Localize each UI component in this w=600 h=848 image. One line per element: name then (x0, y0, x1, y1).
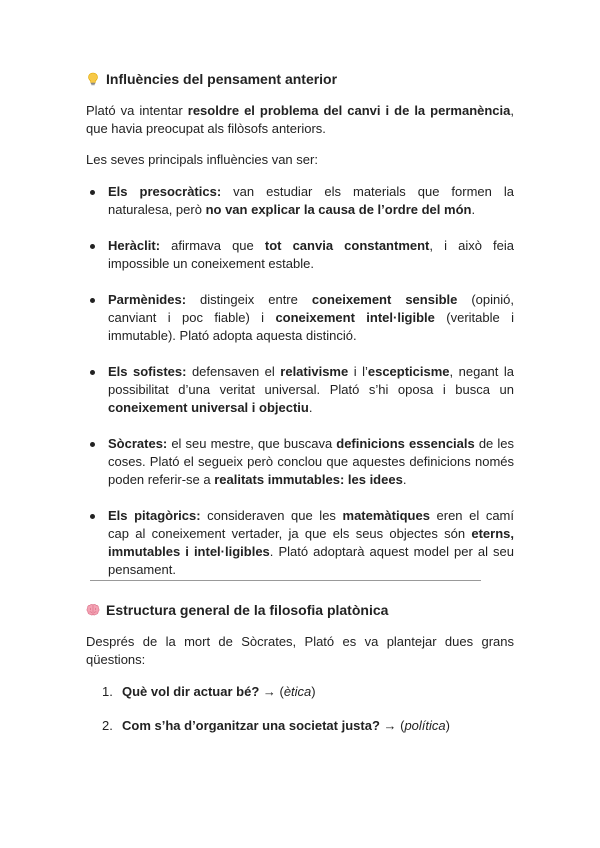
arrow-text: → ( (259, 684, 284, 699)
area-text: política (404, 718, 446, 733)
text-run: distingeix entre (186, 292, 312, 307)
text-run: afirmava que (160, 238, 265, 253)
item-text (108, 238, 514, 271)
list-item (86, 507, 514, 579)
bold-text: Parmènides: (108, 292, 187, 307)
text-run: (opinió, canviant i poc fiable) i (108, 292, 514, 325)
bullet-icon (90, 514, 95, 519)
bold-text: eterns, immutables i intel·ligibles (108, 526, 514, 559)
text-run: van estudiar els materials que formen la naturalesa, però (108, 184, 514, 217)
section-title: Estructura general de la filosofia platònica (106, 602, 389, 618)
section-title: Influències del pensament anterior (106, 71, 338, 87)
bold-text: tot canvia constantment (264, 238, 430, 253)
bold-text: coneixement sensible (311, 292, 458, 307)
text-run: (veritable i immutable). Plató adopta aquesta distinció. (108, 310, 515, 343)
bold-text: definicions essencials (336, 436, 475, 451)
bold-text: realitats immutables: les idees (214, 472, 403, 487)
divider (90, 580, 481, 581)
bullet-icon (90, 298, 95, 303)
bold-text: Els pitagòrics: (108, 508, 201, 523)
section-heading (86, 601, 514, 619)
text-run: consideraven que les (200, 508, 343, 523)
section-structure (86, 601, 514, 751)
area-text: ètica (283, 684, 312, 699)
list-item (86, 291, 514, 345)
text-run: . Plató adoptarà aquest model per al seu pensament. (108, 544, 514, 577)
bullet-icon (90, 442, 95, 447)
intro-paragraph (86, 102, 514, 138)
item-text (108, 364, 514, 415)
question-text: Com s’ha d’organitzar una societat justa? (122, 718, 380, 733)
item-text (108, 508, 514, 577)
bold-text: Els sofistes: (108, 364, 187, 379)
text-run: Plató va intentar (86, 103, 188, 118)
list-item (86, 237, 514, 273)
bold-text: coneixement intel·ligible (275, 310, 435, 325)
close-paren: ) (445, 718, 450, 733)
bold-text: Els presocràtics: (108, 184, 222, 199)
arrow-text: → ( (379, 718, 405, 733)
item-text (108, 184, 514, 217)
section-influences (86, 70, 514, 597)
bold-text: relativisme (280, 364, 349, 379)
list-item (86, 363, 514, 417)
bold-text: coneixement universal i objectiu (108, 400, 309, 415)
list-item (86, 717, 514, 735)
bullet-icon (90, 190, 95, 195)
item-number: 2. (102, 718, 113, 733)
text-run: , negant la possibilitat d’una veritat universal. Plató s’hi oposa i busca un (108, 364, 514, 397)
lead-paragraph: Les seves principals influències van ser: (86, 152, 318, 167)
bold-text: matemàtiques (342, 508, 430, 523)
text-run: eren el camí cap al coneixement vertader, ja que els seus objectes són (108, 508, 514, 541)
influence-list (86, 183, 514, 579)
section-heading (86, 70, 514, 88)
text-run: . (471, 202, 476, 217)
list-item (86, 683, 514, 701)
lightbulb-icon (86, 72, 100, 86)
bold-text: no van explicar la causa de l’ordre del món (205, 202, 472, 217)
brain-icon (86, 603, 100, 617)
list-item (86, 435, 514, 489)
bullet-icon (90, 370, 95, 375)
intro-paragraph: Després de la mort de Sòcrates, Plató es va plantejar dues grans qüestions: (86, 634, 514, 667)
text-run: i l’ (348, 364, 368, 379)
text-run: defensaven el (186, 364, 281, 379)
questions-list (86, 683, 514, 735)
item-text (108, 436, 514, 487)
text-run: . (402, 472, 407, 487)
close-paren: ) (311, 684, 316, 699)
text-run: , que havia preocupat als filòsofs anteriors. (86, 103, 514, 136)
question-text: Què vol dir actuar bé? (122, 684, 260, 699)
text-run: el seu mestre, que buscava (167, 436, 337, 451)
bullet-icon (90, 244, 95, 249)
item-text (108, 292, 514, 343)
bold-text: resoldre el problema del canvi i de la permanència (187, 103, 511, 118)
text-run: . (308, 400, 313, 415)
text-run: de les coses. Plató el segueix però conclou que aquestes definicions només poden referir-se a (108, 436, 514, 487)
list-item (86, 183, 514, 219)
item-number: 1. (102, 684, 113, 699)
bold-text: escepticisme (367, 364, 450, 379)
bold-text: Sòcrates: (108, 436, 168, 451)
bold-text: Heràclit: (108, 238, 161, 253)
text-run: , i això feia impossible un coneixement estable. (108, 238, 514, 271)
